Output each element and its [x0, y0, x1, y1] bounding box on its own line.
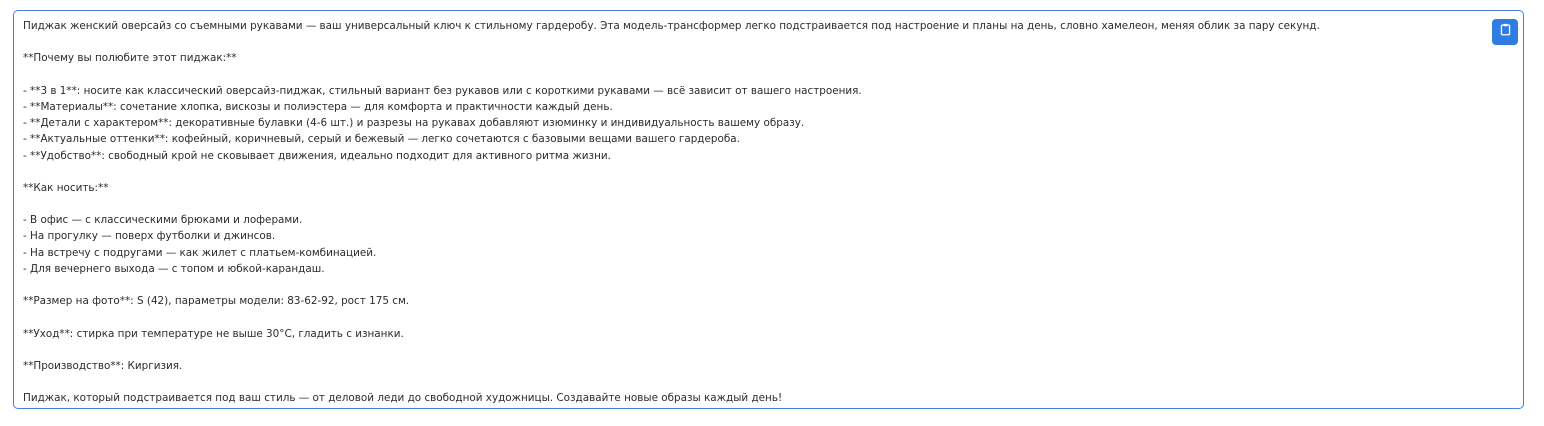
description-line: **Уход**: стирка при температуре не выше 30°C, гладить с изнанки. [23, 327, 404, 340]
description-line: - На прогулку — поверх футболки и джинсов. [23, 230, 276, 243]
description-line [23, 277, 1463, 293]
description-line: - **Детали с характером**: декоративные булавки (4-6 шт.) и разрезы на рукавах добавляют изюминку и индивидуальность вашему образу. [23, 117, 805, 130]
description-line: - Для вечернего выхода — с топом и юбкой-карандаш. [23, 262, 325, 275]
description-text[interactable] [23, 18, 1463, 407]
description-line: - **Материалы**: сочетание хлопка, вискозы и полиэстера — для комфорта и практичности каждый день. [23, 100, 613, 113]
description-line: Пиджак, который подстраивается под ваш стиль — от деловой леди до свободной художницы. Создавайте новые образы каждый день! [23, 392, 783, 405]
description-line [23, 309, 1463, 325]
description-line: - На встречу с подругами — как жилет с платьем-комбинацией. [23, 246, 377, 259]
description-textarea[interactable] [13, 10, 1524, 409]
description-line: Пиджак женский оверсайз со съемными рукавами — ваш универсальный ключ к стильному гардеробу. Эта модель-трансформер легко подстраивается под настроение и планы на день, словно хамелеон, меняя облик за пару секунд. [23, 20, 1320, 32]
description-line [23, 34, 1463, 50]
description-line: - В офис — с классическими брюками и лоферами. [23, 214, 303, 227]
description-line: **Почему вы полюбите этот пиджак:** [23, 52, 237, 65]
description-line: **Производство**: Киргизия. [23, 359, 183, 372]
description-line: - **3 в 1**: носите как классический оверсайз-пиджак, стильный вариант без рукавов или с короткими рукавами — всё зависит от вашего настроения. [23, 84, 862, 97]
description-line: - **Актуальные оттенки**: кофейный, коричневый, серый и бежевый — легко сочетаются с базовыми вещами вашего гардероба. [23, 133, 740, 146]
description-line: **Размер на фото**: S (42), параметры модели: 83-62-92, рост 175 см. [23, 295, 410, 308]
description-line: **Как носить:** [23, 181, 109, 194]
description-line [23, 374, 1463, 390]
description-line [23, 196, 1463, 212]
description-line [23, 67, 1463, 83]
clipboard-icon [1499, 23, 1512, 41]
description-line: - **Удобство**: свободный крой не сковывает движения, идеально подходит для активного ритма жизни. [23, 149, 611, 162]
description-line [23, 342, 1463, 358]
description-line [23, 164, 1463, 180]
copy-button[interactable] [1492, 19, 1518, 45]
